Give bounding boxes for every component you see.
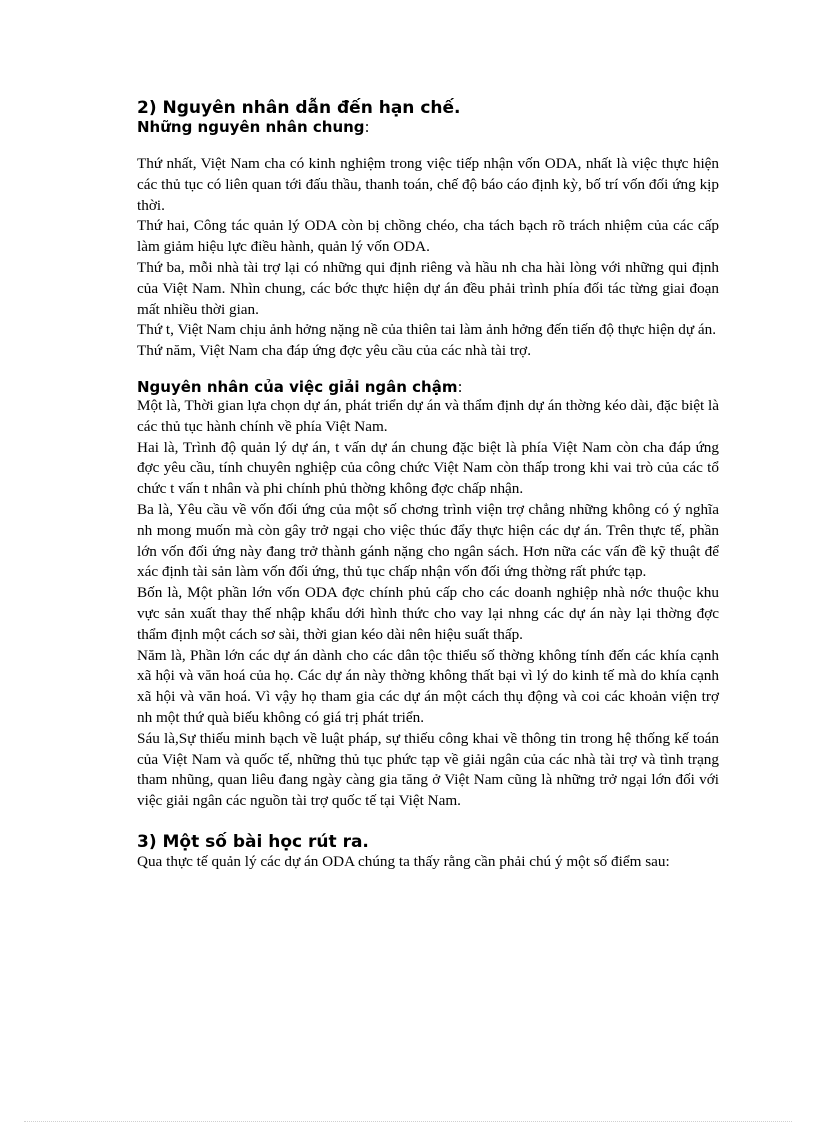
page-bottom-rule	[24, 1121, 792, 1122]
paragraph: Qua thực tế quản lý các dự án ODA chúng ta thấy rằng cần phải chú ý một số điểm sau:	[137, 852, 670, 870]
paragraph: Thứ ba, mỗi nhà tài trợ lại có những qui định riêng và hầu nh cha hài lòng với những qui định của Việt Nam. Nhìn chung, các bớc thực hiện dự án đều phải trình phía đối tác từng giai đoạn mất nhiều thời gian.	[137, 258, 719, 318]
general-causes-heading	[137, 118, 719, 136]
paragraph: Thứ t, Việt Nam chịu ảnh hởng nặng nề của thiên tai làm ảnh hởng đến tiến độ thực hiện dự án.	[137, 321, 717, 339]
section-3-heading: 3) Một số bài học rút ra.	[137, 831, 369, 852]
general-causes-heading-colon: :	[364, 118, 370, 136]
slow-disbursement-heading-text: Nguyên nhân của việc giải ngân chậm	[137, 377, 458, 396]
paragraph: Hai là, Trình độ quản lý dự án, t vấn dự án chung đặc biệt là phía Việt Nam còn cha đáp ứng đợc yêu cầu, tính chuyên nghiệp của công chức Việt Nam còn thấp trong khi vai trò của các tổ chức t vấn t nhân và phi chính phủ thờng không đợc chấp nhận.	[137, 438, 719, 498]
paragraph: Thứ hai, Công tác quản lý ODA còn bị chồng chéo, cha tách bạch rõ trách nhiệm của các cấp làm giảm hiệu lực điều hành, quản lý vốn ODA.	[137, 217, 719, 256]
paragraph: Một là, Thời gian lựa chọn dự án, phát triển dự án và thẩm định dự án thờng kéo dài, đặc biệt là các thủ tục hành chính về phía Việt Nam.	[137, 396, 719, 435]
general-causes-heading-text: Những nguyên nhân chung	[137, 118, 365, 136]
document-page	[137, 98, 719, 873]
paragraph: Sáu là,Sự thiếu minh bạch về luật pháp, sự thiếu công khai về thông tin trong hệ thống kế toán của Việt Nam và quốc tế, những thủ tục phức tạp về giải ngân của các nhà tài trợ và tình trạng tham nhũng, quan liêu đang ngày càng gia tăng ở Việt Nam cũng là những trở ngại lớn đối với việc giải ngân các nguồn tài trợ quốc tế tại Việt Nam.	[137, 729, 719, 810]
section-2-heading: 2) Nguyên nhân dẫn đến hạn chế.	[137, 98, 461, 118]
slow-disbursement-heading-colon: :	[457, 377, 463, 396]
paragraph: Năm là, Phần lớn các dự án dành cho các dân tộc thiểu số thờng không tính đến các khía cạnh xã hội và văn hoá của họ. Các dự án này thờng không thất bại vì lý do kinh tế mà do khía cạnh xã hội và văn hoá. Vì vậy họ tham gia các dự án một cách thụ động và coi các khoản viện trợ nh một thứ quà biếu không có giá trị phát triển.	[137, 646, 719, 726]
slow-disbursement-heading	[137, 378, 719, 396]
paragraph: Ba là, Yêu cầu về vốn đối ứng của một số chơng trình viện trợ chẳng những không có ý nghĩa nh mong muốn mà còn gây trở ngại cho việc thúc đẩy thực hiện các dự án. Trên thực tế, phần lớn vốn đối ứng này đang trở thành gánh nặng cho ngân sách. Hơn nữa các vấn đề kỹ thuật để xác định tài sản làm vốn đối ứng, thủ tục chấp nhận vốn đối ứng thờng rất phức tạp.	[137, 500, 719, 581]
paragraph: Thứ năm, Việt Nam cha đáp ứng đợc yêu cầu của các nhà tài trợ.	[137, 342, 531, 360]
paragraph: Bốn là, Một phần lớn vốn ODA đợc chính phủ cấp cho các doanh nghiệp nhà nớc thuộc khu vực sản xuất thay thế nhập khẩu dới hình thức cho vay lại nhng các dự án này lại thờng đợc thẩm định một cách sơ sài, thời gian kéo dài nên hiệu suất thấp.	[137, 584, 719, 643]
paragraph: Thứ nhất, Việt Nam cha có kinh nghiệm trong việc tiếp nhận vốn ODA, nhất là việc thực hiện các thủ tục có liên quan tới đấu thầu, thanh toán, chế độ báo cáo định kỳ, bố trí vốn đối ứng kịp thời.	[137, 155, 719, 214]
